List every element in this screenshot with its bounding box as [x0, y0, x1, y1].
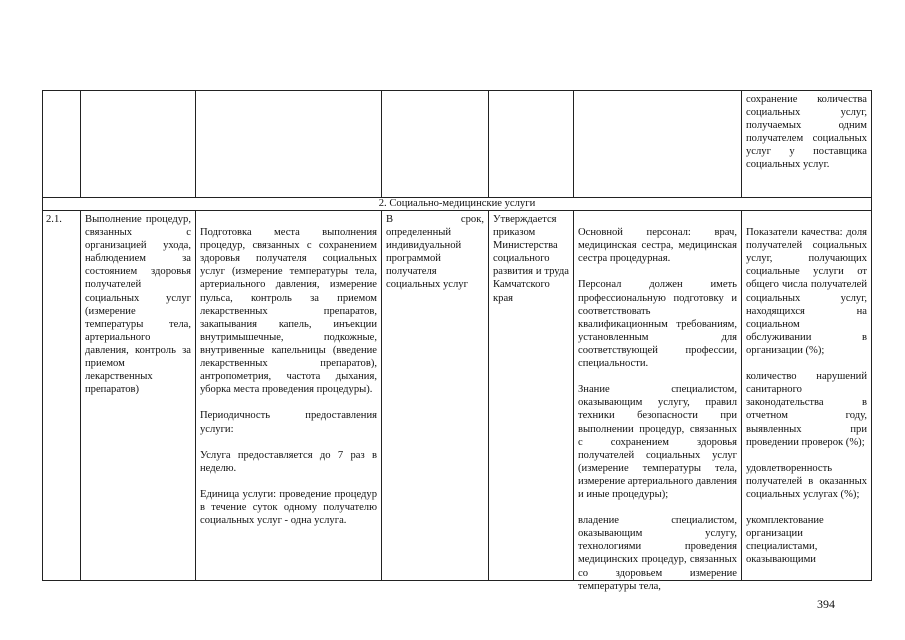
section-header: 2. Социально-медицинские услуги [378, 198, 536, 209]
col-border-5-bottom [573, 210, 574, 581]
col-border-7 [871, 90, 872, 581]
term-cell: В срок, определенный индивидуальной программой получателя социальных услуг [386, 214, 484, 291]
col-border-5-top [573, 90, 574, 198]
tariff-cell: Утверждается приказом Министерства социального развития и труда Камчатского края [493, 214, 569, 304]
description-paragraph-3: Услуга предоставляется до 7 раз в неделю. [200, 449, 377, 474]
service-name-cell: Выполнение процедур, связанных с организацией ухода, наблюдением за состоянием здоровья получателей социальных услуг (измерение температуры тела, артериального давления, контроль за приемом лекарственных препаратов) [85, 214, 191, 396]
col-border-2-bottom [195, 210, 196, 581]
col-border-1-top [80, 90, 81, 198]
col-border-6-bottom [741, 210, 742, 581]
col-border-4-top [488, 90, 489, 198]
col-border-4-bottom [488, 210, 489, 581]
col-border-3-top [381, 90, 382, 198]
conditions-paragraph-3: Знание специалистом, оказывающим услугу, правил техники безопасности при выполнении процедур, связанных с сохранением здоровья получателей социальных услуг (измерение температуры тела, измерение артериального давления и иные процедуры); [578, 384, 738, 500]
col-border-2-top [195, 90, 196, 198]
col-border-6-top [741, 90, 742, 198]
quality-paragraph-1: Показатели качества: доля получателей социальных услуг, получающих социальные услуги от общего числа получателей социальных услуг, находящихся на социальном обслуживании в организации (%); [746, 227, 867, 356]
quality-indicators-cell [746, 213, 867, 579]
description-paragraph-1: Подготовка места выполнения процедур, связанных с сохранением здоровья получателя социальных услуг (измерение температуры тела, артериального давления, измерение пульса, контроль за приемом лекарственных препаратов, закапывания капель, инъекции внутримышечные, подкожные, внутривенные капельницы (введение лекарственных препаратов), антропометрия, частота дыхания, уборка места проведения процедуры). [200, 227, 377, 396]
table-top-border [42, 90, 872, 91]
description-paragraph-4: Единица услуги: проведение процедур в течение суток одному получателю социальных услуг - одна услуга. [200, 488, 377, 527]
conditions-paragraph-2: Персонал должен иметь профессиональную подготовку и соответствовать квалификационным требованиям, установленным для соответствующей профессии, специальности. [578, 279, 737, 370]
service-description-cell [200, 213, 377, 578]
row-number-cell: 2.1. [46, 214, 62, 225]
section-header-bottom-border [42, 210, 872, 211]
table-bottom-border [42, 580, 872, 581]
page-number: 394 [817, 597, 835, 611]
col-border-3-bottom [381, 210, 382, 581]
col-border-1-bottom [80, 210, 81, 581]
quality-paragraph-4: укомплектование организации специалистами, оказывающими [746, 515, 824, 566]
conditions-paragraph-1: Основной персонал: врач, медицинская сестра, медицинская сестра процедурная. [578, 227, 737, 265]
top-row-quality-cell: сохранение количества социальных услуг, получаемых одним получателем социальных услуг у поставщика социальных услуг. [746, 94, 867, 171]
quality-paragraph-3: удовлетворенность получателей в оказанных социальных услугах (%); [746, 462, 867, 500]
col-border-0 [42, 90, 43, 581]
quality-paragraph-2: количество нарушений санитарного законодательства в отчетном году, выявленных при проведении проверок (%); [746, 371, 867, 448]
conditions-paragraph-4: владение специалистом, оказывающим услугу, технологиями проведения медицинских процедур, связанных со здоровьем измерение температуры тела, [578, 515, 737, 592]
conditions-cell [578, 213, 738, 592]
description-paragraph-2: Периодичность предоставления услуги: [200, 410, 377, 435]
